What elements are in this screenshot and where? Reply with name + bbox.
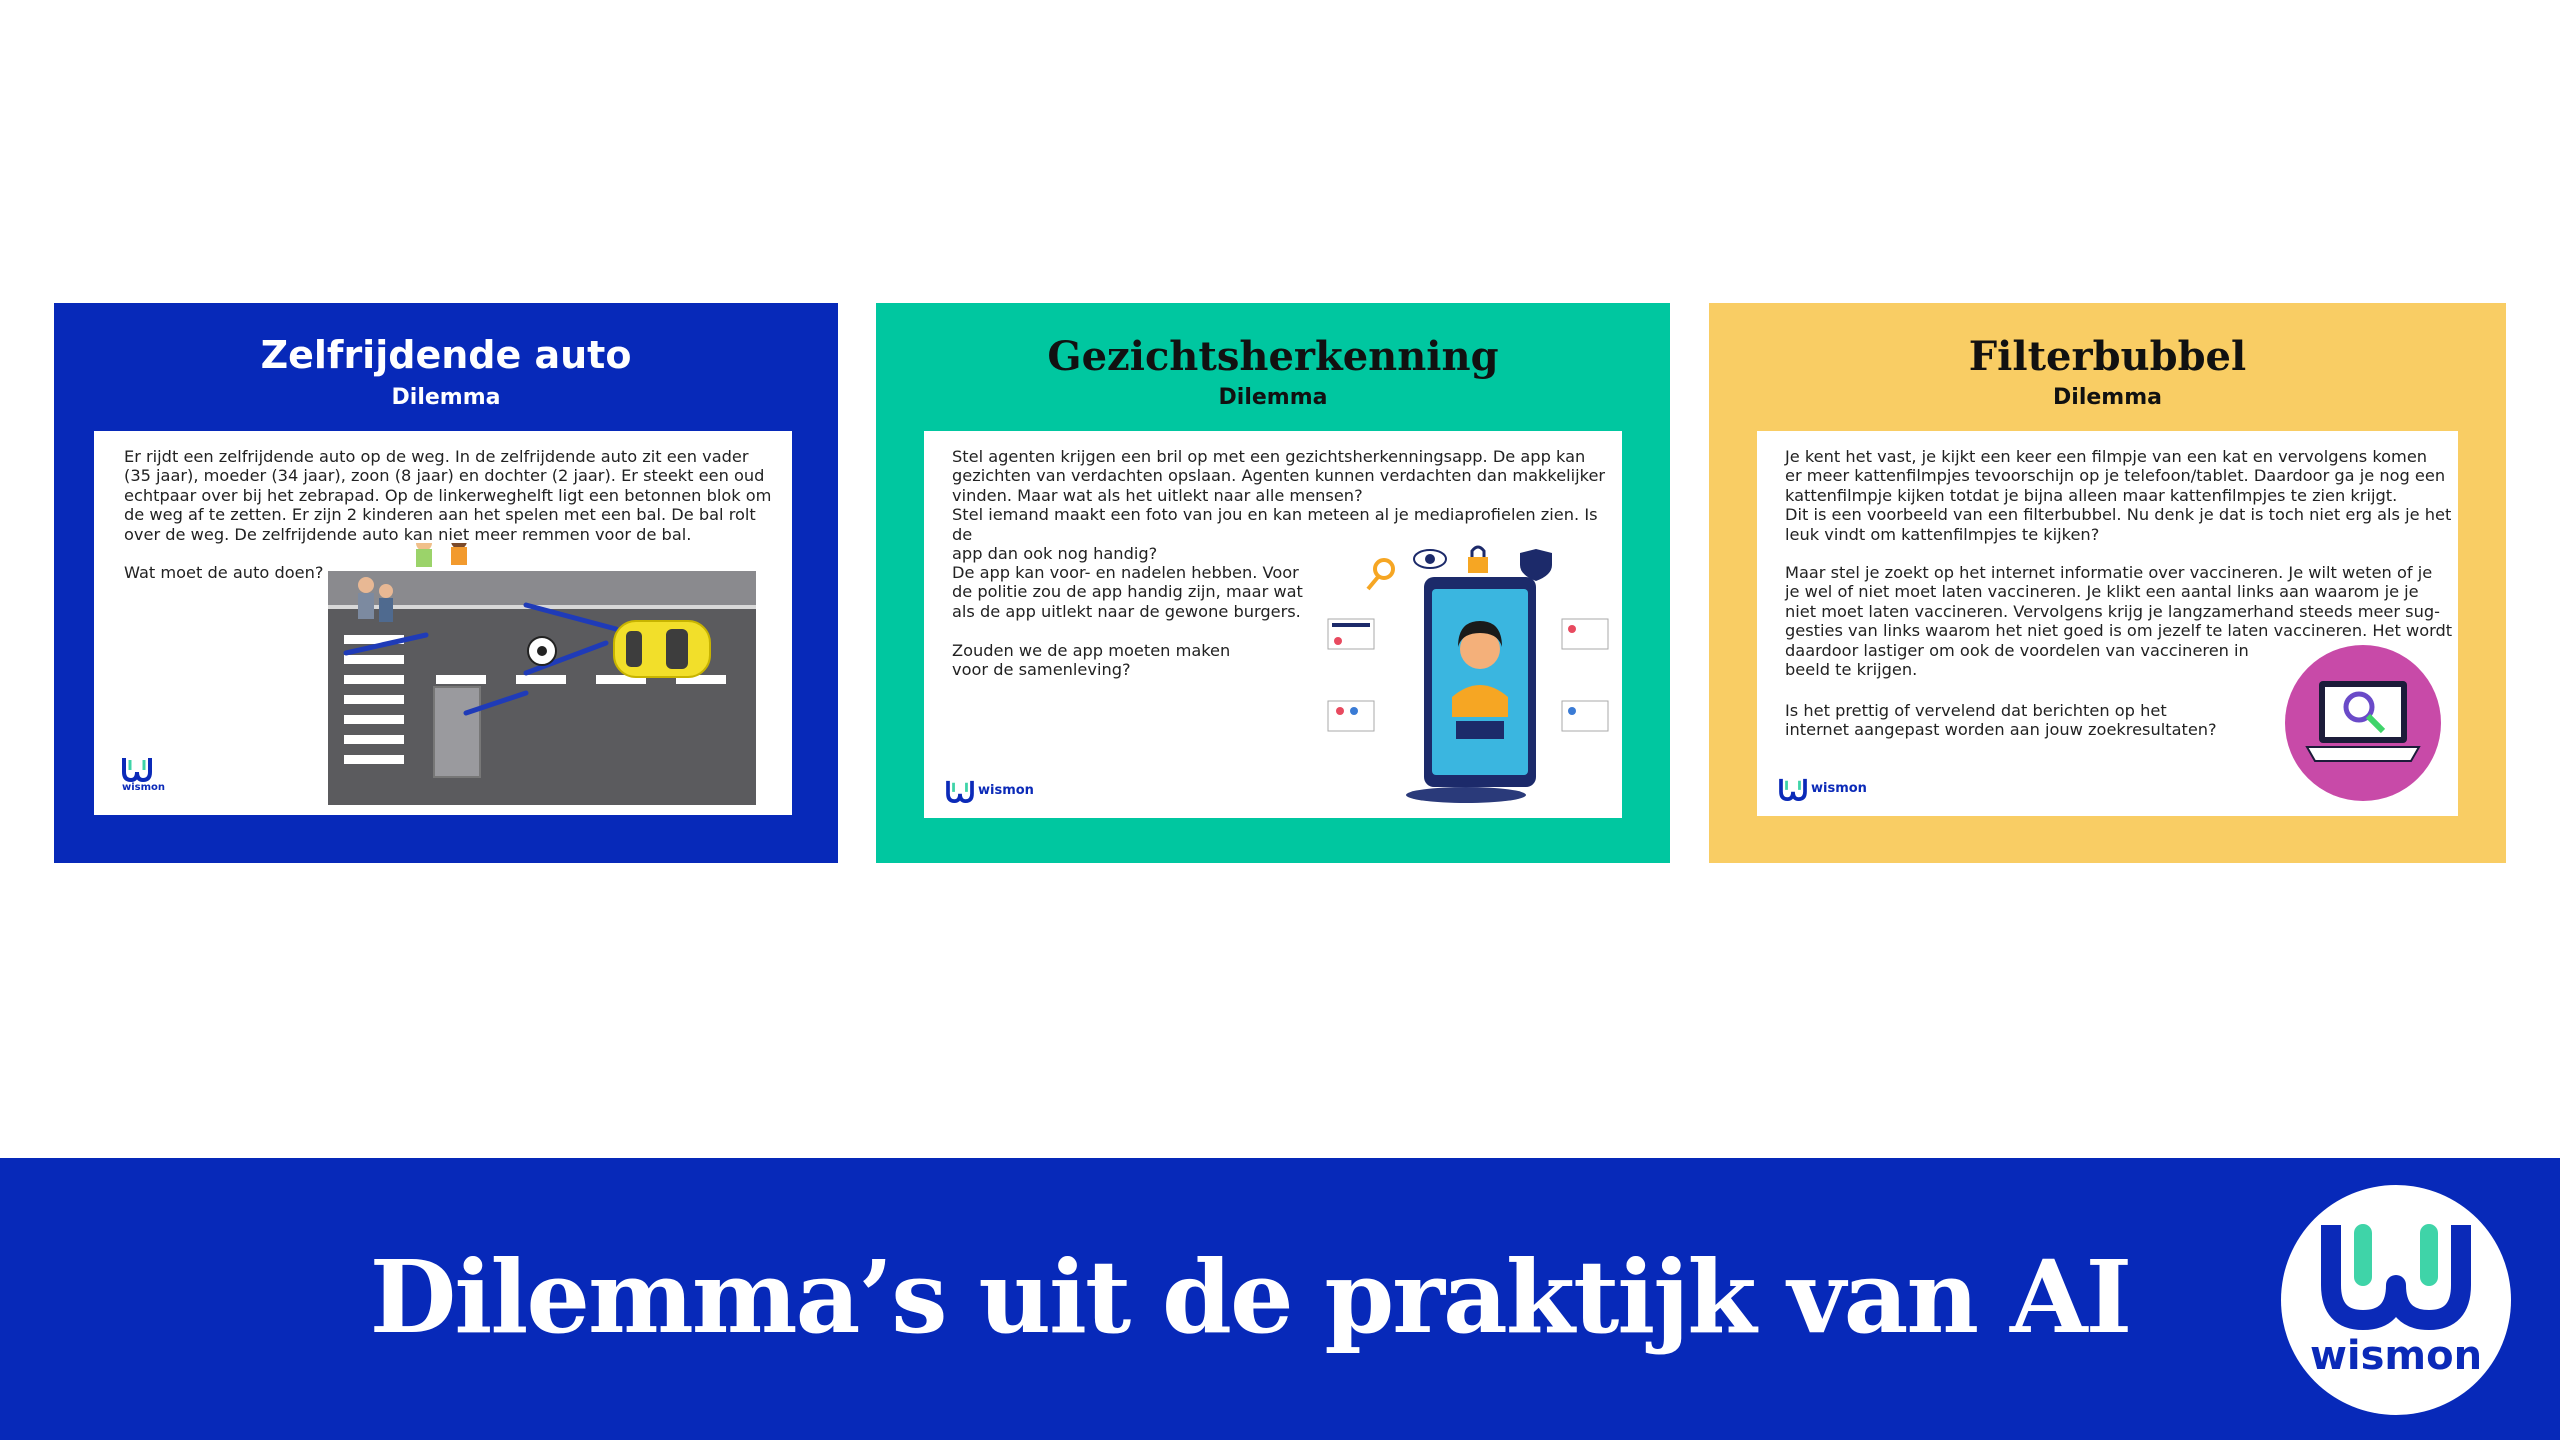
dilemma-card-filterbubbel xyxy=(1709,303,2506,863)
card-title: Filterbubbel xyxy=(1968,333,2247,380)
dilemma-card-zelfrijdende-auto xyxy=(54,303,838,863)
wismon-mini-logo-text: wismon xyxy=(122,782,166,793)
wismon-logo-icon xyxy=(122,756,152,782)
card-question-text: Wat moet de auto doen? xyxy=(124,563,324,582)
card-title: Gezichtsherkenning xyxy=(1047,333,1499,380)
laptop-search-illustration xyxy=(2283,643,2443,803)
key-icon xyxy=(1368,560,1393,589)
wismon-mini-logo xyxy=(946,779,1046,809)
wismon-logo xyxy=(2281,1185,2511,1415)
wismon-mini-logo-text: wismon xyxy=(978,783,1034,798)
eye-icon xyxy=(1414,550,1446,568)
shield-icon xyxy=(1520,549,1552,581)
card-title: Zelfrijdende auto xyxy=(260,333,632,377)
wismon-mini-logo xyxy=(122,756,192,796)
banner-title: Dilemma’s uit de praktijk van AI xyxy=(369,1238,2131,1356)
card-content xyxy=(94,431,792,815)
card-subtitle: Dilemma xyxy=(391,385,501,410)
wismon-logo-icon xyxy=(2321,1215,2471,1330)
card-body-text: Je kent het vast, je kijkt een keer een filmpje van een kat en vervolgens komen er meer kattenfilmpjes tevoorschijn op je telefoon/tablet. Daardoor ga je nog een kattenfilmpje kijken totdat je bijna alleen maar kattenfilmpjes te zien krijgt. Dit is een voorbeeld van een filterbubbel. Nu denk je dat is toch niet erg als je het leuk vindt om kattenfilmpjes te kijken? xyxy=(1785,447,2452,544)
lock-icon xyxy=(1468,547,1488,573)
card-body-text-2: De app kan voor- en nadelen hebben. Voor de politie zou de app handig zijn, maar wat als de app uitlekt naar de gewone burgers. xyxy=(952,563,1303,621)
card-body-text: Stel agenten krijgen een bril op met een gezichtsherkenningsapp. De app kan gezichten van verdachten opslaan. Agenten kunnen verdachten dan makkelijker vinden. Maar wat als het uitlekt naar alle mensen? Stel iemand maakt een foto van jou en kan meteen al je mediaprofielen zien. Is de app dan ook nog handig? xyxy=(952,447,1606,564)
wismon-logo-icon xyxy=(946,779,974,803)
card-question-text: Zouden we de app moeten maken voor de samenleving? xyxy=(952,641,1231,680)
wismon-logo-text: wismon xyxy=(2309,1333,2483,1379)
wismon-mini-logo xyxy=(1779,777,1879,807)
dilemma-card-gezichtsherkenning xyxy=(876,303,1670,863)
card-subtitle: Dilemma xyxy=(1218,385,1328,410)
bottom-banner xyxy=(0,1158,2560,1440)
card-body-text: Er rijdt een zelfrijdende auto op de weg. In de zelfrijdende auto zit een vader (35 jaar), moeder (34 jaar), zoon (8 jaar) en dochter (2 jaar). Er steekt een oud echtpaar over bij het zebrapad. Op de linkerweghelft ligt een betonnen blok om de weg af te zetten. Er zijn 2 kinderen aan het spelen met een bal. De bal rolt over de weg. De zelfrijdende auto kan niet meer remmen voor de bal. xyxy=(124,447,772,544)
card-subtitle: Dilemma xyxy=(2053,385,2162,410)
playing-children-figures xyxy=(416,543,467,567)
face-recognition-phone-illustration xyxy=(1324,537,1614,807)
wismon-mini-logo-text: wismon xyxy=(1811,781,1867,796)
card-content xyxy=(1757,431,2458,816)
road-scene-illustration xyxy=(326,543,756,805)
card-question-text: Is het prettig of vervelend dat berichten op het internet aangepast worden aan jouw zoekresultaten? xyxy=(1785,701,2217,740)
wismon-logo-icon xyxy=(1779,777,1807,801)
card-body-text-2: Maar stel je zoekt op het internet informatie over vaccineren. Je wilt weten of je je wel of niet moet laten vaccineren. Je klikt een aantal links aan waarom je je niet moet laten vaccineren. Vervolgens krijg je langzamerhand steeds meer sug- gesties van links waarom het niet goed is om jezelf te laten vaccineren. Het wordt daardoor lastiger om ook de voordelen van vaccineren in beeld te krijgen. xyxy=(1785,563,2453,680)
card-content xyxy=(924,431,1622,818)
